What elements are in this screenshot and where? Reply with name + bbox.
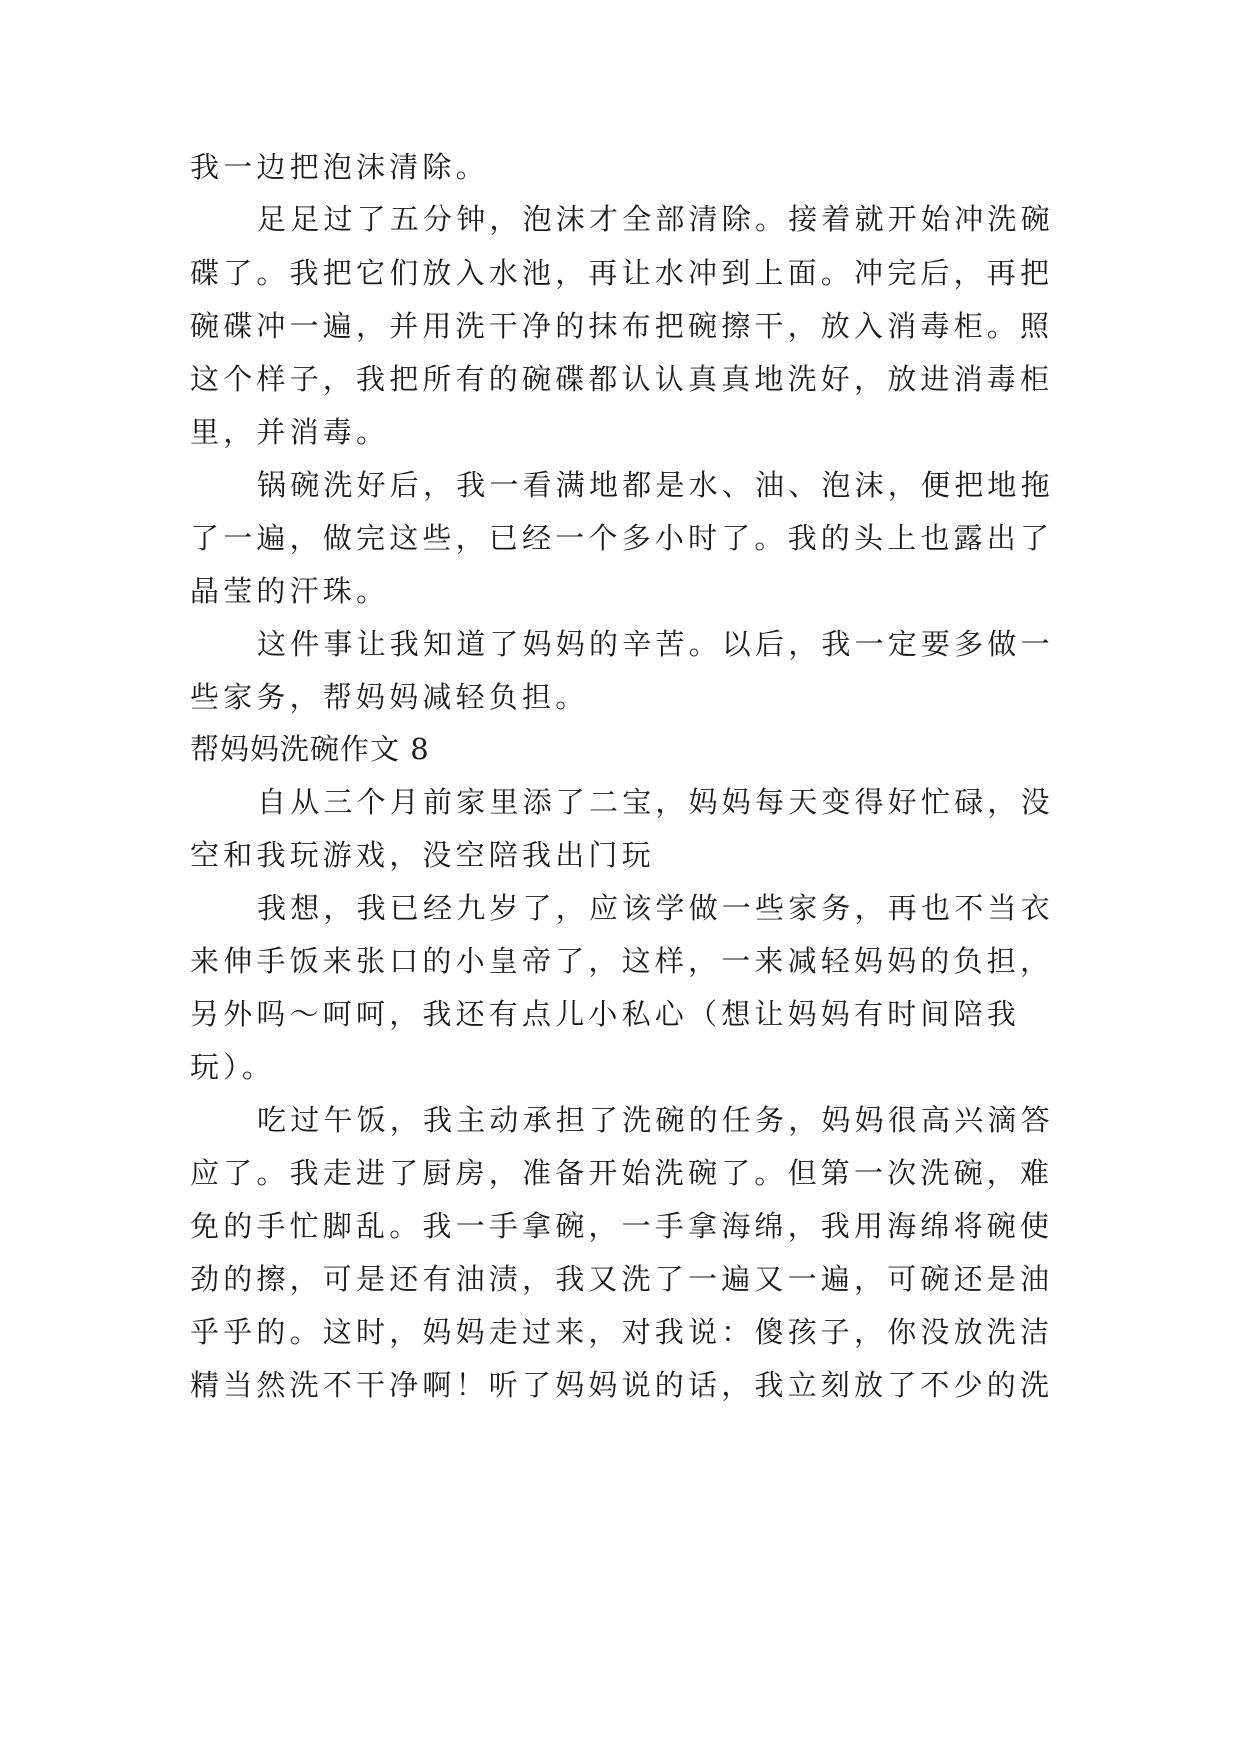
text-line: 来伸手饭来张口的小皇帝了，这样，一来减轻妈妈的负担， xyxy=(190,944,1054,978)
text-line: 锅碗洗好后，我一看满地都是水、油、泡沫，便把地拖 xyxy=(257,468,1054,502)
text-line: 劲的擦，可是还有油渍，我又洗了一遍又一遍，可碗还是油 xyxy=(190,1262,1054,1296)
text-line: 里，并消毒。 xyxy=(190,415,390,449)
text-line: 吃过午饭，我主动承担了洗碗的任务，妈妈很高兴滴答 xyxy=(257,1103,1054,1137)
section-heading: 帮妈妈洗碗作文 8 xyxy=(190,732,430,766)
text-line: 我想，我已经九岁了，应该学做一些家务，再也不当衣 xyxy=(257,891,1054,925)
text-line: 我一边把泡沫清除。 xyxy=(190,150,489,184)
text-line: 乎乎的。这时，妈妈走过来，对我说：傻孩子，你没放洗洁 xyxy=(190,1315,1054,1349)
text-line: 玩）。 xyxy=(190,1050,276,1084)
text-line: 应了。我走进了厨房，准备开始洗碗了。但第一次洗碗，难 xyxy=(190,1156,1054,1190)
text-line: 了一遍，做完这些，已经一个多小时了。我的头上也露出了 xyxy=(190,521,1054,555)
text-line: 空和我玩游戏，没空陪我出门玩 xyxy=(190,838,655,872)
text-line: 这件事让我知道了妈妈的辛苦。以后，我一定要多做一 xyxy=(257,627,1054,661)
text-line: 免的手忙脚乱。我一手拿碗，一手拿海绵，我用海绵将碗使 xyxy=(190,1209,1054,1243)
text-line: 另外吗～呵呵，我还有点儿小私心（想让妈妈有时间陪我 xyxy=(190,997,1021,1031)
text-line: 碟了。我把它们放入水池，再让水冲到上面。冲完后，再把 xyxy=(190,256,1054,290)
text-line: 足足过了五分钟，泡沫才全部清除。接着就开始冲洗碗 xyxy=(257,202,1054,236)
text-line: 这个样子，我把所有的碗碟都认认真真地洗好，放进消毒柜 xyxy=(190,362,1054,396)
text-line: 晶莹的汗珠。 xyxy=(190,574,390,608)
text-line: 些家务，帮妈妈减轻负担。 xyxy=(190,680,589,714)
text-line: 碗碟冲一遍，并用洗干净的抹布把碗擦干，放入消毒柜。照 xyxy=(190,309,1054,343)
text-line: 精当然洗不干净啊！听了妈妈说的话，我立刻放了不少的洗 xyxy=(190,1368,1054,1402)
text-line: 自从三个月前家里添了二宝，妈妈每天变得好忙碌，没 xyxy=(257,785,1054,819)
